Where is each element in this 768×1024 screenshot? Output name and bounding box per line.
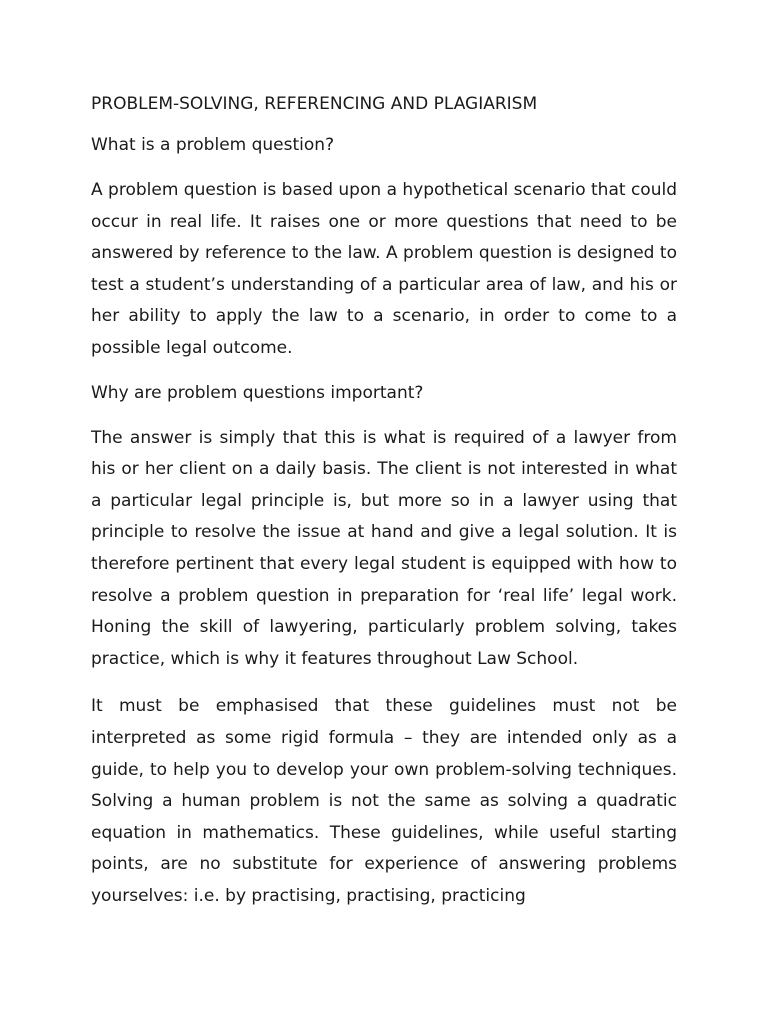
section-heading-importance: Why are problem questions important? bbox=[91, 382, 424, 403]
paragraph-problem-question-definition: A problem question is based upon a hypothetical scenario that could occur in real life. It raises one or more questions that need to be answered by reference to the law. A problem question is designed to test a student’s understanding of a particular area of law, and his or her ability to apply the law to a scenario, in order to come to a possible legal outcome. bbox=[91, 180, 677, 358]
paragraph-importance: The answer is simply that this is what is required of a lawyer from his or her client on a daily basis. The client is not interested in what a particular legal principle is, but more so in a lawyer using that principle to resolve the issue at hand and give a legal solution. It is therefore pertinent that every legal student is equipped with how to resolve a problem question in preparation for ‘real life’ legal work. Honing the skill of lawyering, particularly problem solving, takes practice, which is why it features throughout Law School. bbox=[91, 427, 677, 669]
paragraph-guidelines: It must be emphasised that these guidelines must not be interpreted as some rigid formula – they are intended only as a guide, to help you to develop your own problem-solving techniques. Solving a human problem is not the same as solving a quadratic equation in mathematics. These guidelines, while useful starting points, are no substitute for experience of answering problems yourselves: i.e. by practising, practising, practicing bbox=[91, 696, 677, 906]
document-title: PROBLEM-SOLVING, REFERENCING AND PLAGIARISM bbox=[91, 94, 538, 114]
document-page bbox=[91, 92, 677, 912]
section-heading-problem-question: What is a problem question? bbox=[91, 135, 335, 155]
